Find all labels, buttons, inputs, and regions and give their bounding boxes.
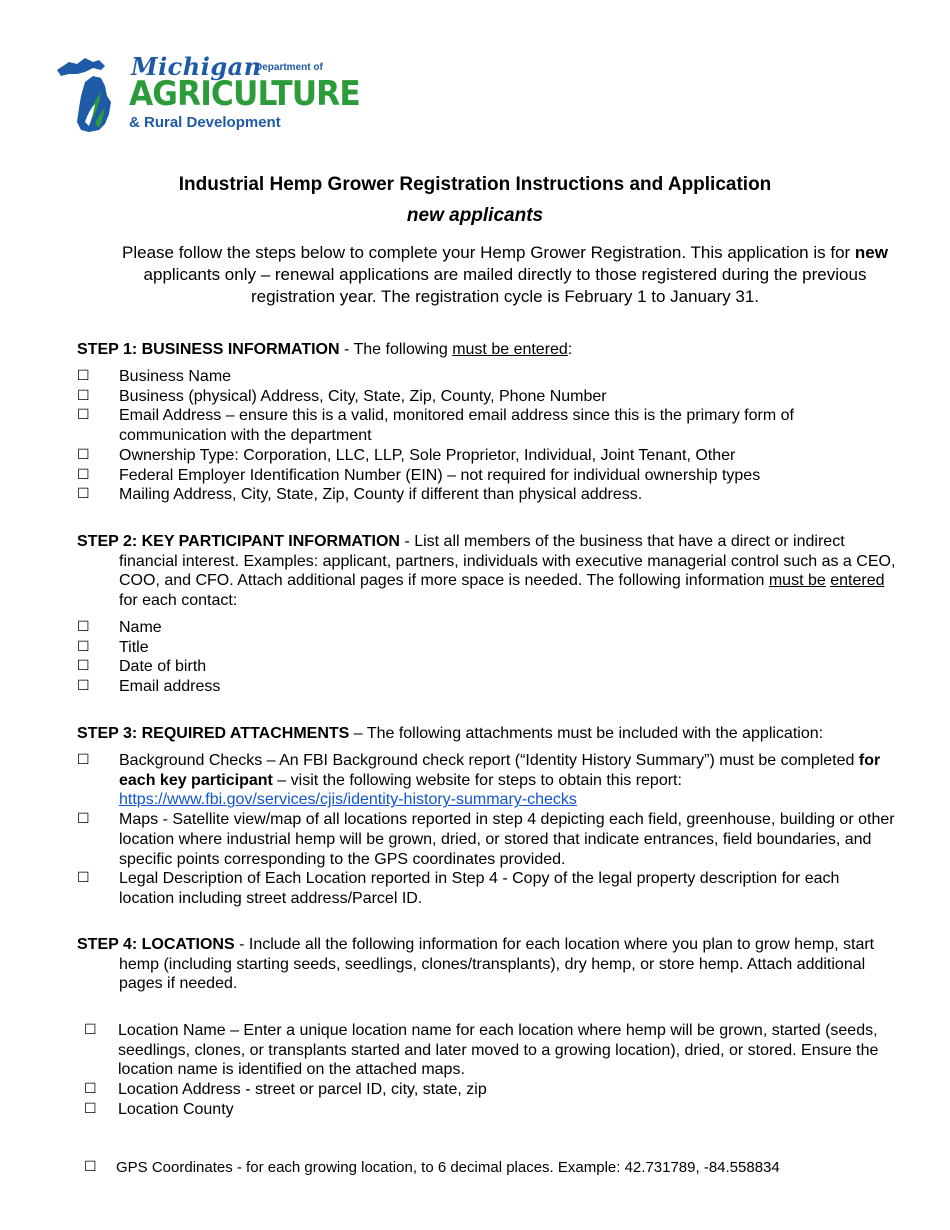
checkbox-icon[interactable]: ☐ (77, 407, 90, 424)
list-item: ☐ Date of birth (77, 658, 207, 676)
checkbox-icon[interactable]: ☐ (77, 486, 90, 503)
list-item: ☐ Maps - Satellite view/map of all locations reported in step 4 depicting each field, greenhouse, building or other location where industrial hemp will be grown, dried, or stored that indicate entrances, field boundaries, and specific points corresponding to the GPS coordinates provided. (77, 811, 895, 868)
checkbox-icon[interactable]: ☐ (77, 387, 90, 404)
step1-checklist (77, 367, 897, 505)
step4-checklist (84, 1021, 897, 1120)
list-item: ☐ Title (77, 638, 149, 656)
list-item: ☐ Legal Description of Each Location reported in Step 4 - Copy of the legal property description for each location including street address/Parcel ID. (77, 870, 840, 907)
list-item: ☐ Business (physical) Address, City, State, Zip, County, Phone Number (77, 387, 607, 405)
logo-department-of: Department of (255, 62, 323, 73)
page-subtitle: new applicants (406, 205, 544, 226)
list-item: ☐ Location Address - street or parcel ID, city, state, zip (84, 1081, 487, 1099)
checkbox-icon[interactable]: ☐ (84, 1100, 97, 1117)
checkbox-icon[interactable]: ☐ (77, 619, 90, 635)
list-item: ☐ GPS Coordinates - for each growing location, to 6 decimal places. Example: 42.731789, -84.558834 (84, 1159, 780, 1176)
step4-gps (84, 1158, 897, 1178)
list-item: ☐ Business Name (77, 368, 232, 385)
checkbox-icon[interactable]: ☐ (77, 446, 90, 463)
checkbox-icon[interactable]: ☐ (77, 678, 90, 695)
list-item: ☐ Email Address – ensure this is a valid, monitored email address since this is the primary form of communication with the department (77, 407, 794, 445)
checkbox-icon[interactable]: ☐ (77, 811, 90, 828)
logo-script-michigan: Michigan (131, 52, 262, 81)
checkbox-icon[interactable]: ☐ (77, 638, 90, 655)
checkbox-icon[interactable]: ☐ (77, 368, 90, 384)
list-item: ☐ Location Name – Enter a unique location name for each location where hemp will be grown, started (seeds, seedlings, clones, or transplants started and later moved to a growing location), dried, or stored. Ensure the location name is identified on the attached maps. (84, 1022, 879, 1079)
step2-checklist (77, 618, 897, 697)
page-title: Industrial Hemp Grower Registration Instructions and Application (178, 174, 772, 195)
list-item: ☐ Email address (77, 678, 221, 696)
checkbox-icon[interactable]: ☐ (77, 658, 90, 675)
mdard-logo (55, 52, 360, 136)
step4-heading: STEP 4: LOCATIONS - Include all the following information for each location where you plan to grow hemp, start hemp (including starting seeds, seedlings, clones/transplants), dry hemp, or store hemp. Attach additional pages if needed. (77, 936, 875, 993)
step3-heading: STEP 3: REQUIRED ATTACHMENTS – The following attachments must be included with the application: (77, 725, 824, 742)
intro-paragraph: Please follow the steps below to complete your Hemp Grower Registration. This application is for new applicants only – renewal applications are mailed directly to those registered during the previous registration year. The registration cycle is February 1 to January 31. (122, 243, 888, 306)
logo-rural-development: & Rural Development (129, 114, 281, 131)
checkbox-icon[interactable]: ☐ (84, 1022, 97, 1038)
logo-agriculture: AGRICULTURE (129, 74, 360, 114)
checkbox-icon[interactable]: ☐ (77, 466, 90, 483)
checkbox-icon[interactable]: ☐ (84, 1159, 97, 1175)
step3-checklist (77, 751, 897, 909)
list-item: ☐ Ownership Type: Corporation, LLC, LLP, Sole Proprietor, Individual, Joint Tenant, Other (77, 446, 736, 464)
list-item: ☐ Federal Employer Identification Number (EIN) – not required for individual ownership types (77, 466, 761, 484)
checkbox-icon[interactable]: ☐ (84, 1081, 97, 1098)
michigan-map-icon (55, 52, 135, 136)
checkbox-icon[interactable]: ☐ (77, 752, 90, 768)
step1-heading: STEP 1: BUSINESS INFORMATION - The following must be entered: (77, 341, 573, 358)
list-item: ☐ Mailing Address, City, State, Zip, County if different than physical address. (77, 486, 643, 504)
list-item: ☐ Background Checks – An FBI Background check report (“Identity History Summary”) must be completed for each key participant – visit the following website for steps to obtain this report: https://www.fbi.gov/services/cjis/identity-history-summary-checks (77, 752, 881, 809)
list-item: ☐ Name (77, 619, 162, 636)
step2-heading: STEP 2: KEY PARTICIPANT INFORMATION - List all members of the business that have a direct or indirect financial interest. Examples: applicant, partners, individuals with executive managerial control such as a CEO, COO, and CFO. Attach additional pages if more space is needed. The following information must be entered for each contact: (77, 533, 896, 610)
checkbox-icon[interactable]: ☐ (77, 870, 90, 887)
list-item: ☐ Location County (84, 1100, 234, 1118)
fbi-identity-history-link[interactable]: https://www.fbi.gov/services/cjis/identity-history-summary-checks (119, 791, 577, 809)
